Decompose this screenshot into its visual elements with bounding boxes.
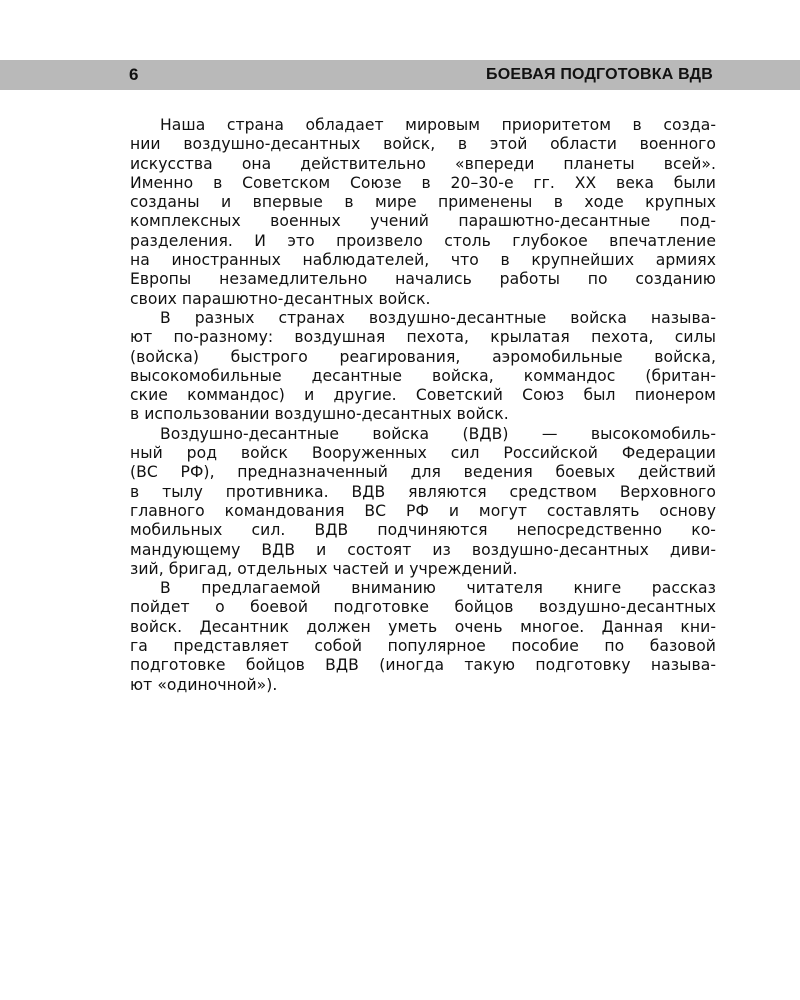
text-line: Именно в Советском Союзе в 20–30-е гг. XX века были (130, 173, 716, 192)
text-line: комплексных военных учений парашютно-десантные под- (130, 212, 716, 231)
page-number: 6 (129, 65, 139, 84)
text-line: разделения. И это произвело столь глубокое впечатление (130, 231, 716, 250)
text-line: на иностранных наблюдателей, что в крупнейших армиях (130, 251, 716, 270)
text-line: в тылу противника. ВДВ являются средством Верховного (130, 482, 716, 501)
text-line: высокомобильные десантные войска, коммандос (британ- (130, 366, 716, 385)
text-line: мобильных сил. ВДВ подчиняются непосредственно ко- (130, 521, 716, 540)
text-line: ный род войск Вооруженных сил Российской Федерации (130, 444, 716, 463)
text-line: (ВС РФ), предназначенный для ведения боевых действий (130, 463, 716, 482)
text-line: (войска) быстрого реагирования, аэромобильные войска, (130, 347, 716, 366)
text-line: нии воздушно-десантных войск, в этой области военного (130, 135, 716, 154)
text-line: искусства она действительно «впереди планеты всей». (130, 154, 716, 173)
text-line: Воздушно-десантные войска (ВДВ) — высокомобиль- (160, 424, 716, 443)
running-title: БОЕВАЯ ПОДГОТОВКА ВДВ (486, 66, 713, 83)
text-line: Наша страна обладает мировым приоритетом в созда- (160, 116, 716, 134)
text-line: пойдет о боевой подготовке бойцов воздушно-десантных (130, 598, 716, 617)
text-line: ют «одиночной»). (130, 675, 278, 694)
text-line: ские коммандос) и другие. Советский Союз был пионером (130, 386, 716, 405)
body-text (130, 116, 716, 695)
text-line: Европы незамедлительно начались работы по созданию (130, 270, 716, 289)
text-line: своих парашютно-десантных войск. (130, 289, 431, 308)
running-header (0, 60, 800, 90)
text-line: зий, бригад, отдельных частей и учреждений. (130, 559, 518, 578)
text-line: ют по-разному: воздушная пехота, крылатая пехота, силы (130, 328, 716, 347)
text-line: В разных странах воздушно-десантные войска называ- (160, 308, 716, 327)
text-line: главного командования ВС РФ и могут составлять основу (130, 501, 716, 520)
text-line: подготовке бойцов ВДВ (иногда такую подготовку называ- (130, 656, 716, 675)
text-line: созданы и впервые в мире применены в ходе крупных (130, 193, 716, 212)
text-line: в использовании воздушно-десантных войск. (130, 405, 509, 424)
text-line: В предлагаемой вниманию читателя книге рассказ (160, 579, 716, 598)
text-line: войск. Десантник должен уметь очень многое. Данная кни- (130, 617, 716, 636)
text-line: мандующему ВДВ и состоят из воздушно-десантных диви- (130, 540, 716, 559)
text-line: га представляет собой популярное пособие по базовой (130, 637, 716, 656)
